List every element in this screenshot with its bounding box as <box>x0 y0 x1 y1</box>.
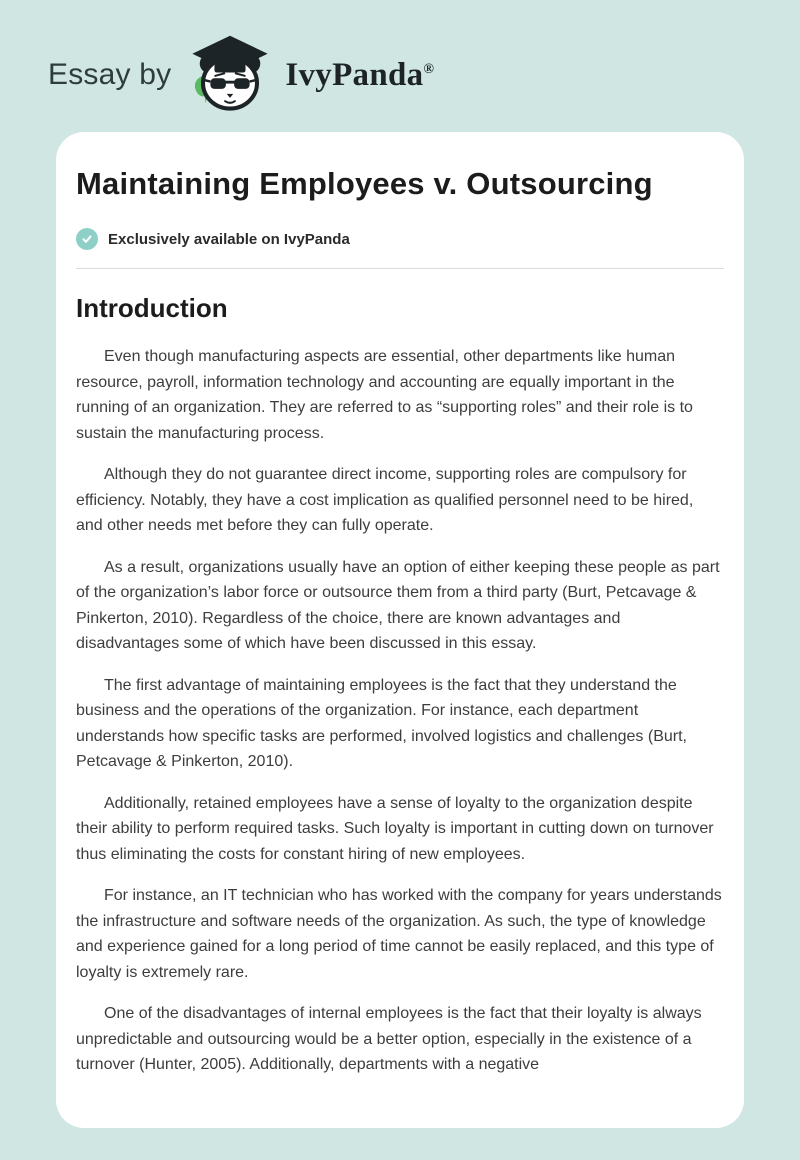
essay-paragraph: Although they do not guarantee direct income, supporting roles are compulsory for efficiency. Notably, they have a cost implication as qualified personnel need to be hired, and other needs met before they can fully operate. <box>76 466 694 534</box>
ivypanda-panda-graduate-logo <box>185 34 275 116</box>
check-glyph <box>80 232 94 246</box>
essay-paragraph: For instance, an IT technician who has worked with the company for years understands the infrastructure and software needs of the organization. As such, the type of knowledge and experience gained for a long period of time cannot be easily replaced, and this type of loyalty is extremely rare. <box>76 887 722 981</box>
exclusive-badge-label: Exclusively available on IvyPanda <box>108 230 350 248</box>
exclusive-badge <box>76 228 724 250</box>
divider <box>76 268 724 269</box>
essay-paragraph: As a result, organizations usually have an option of either keeping these people as part of the organization’s labor force or outsource them from a third party (Burt, Petcavage & Pinkerton, 2010). Regardless of the choice, there are known advantages and disadvantages some of which have been discussed in this essay. <box>76 558 720 652</box>
essay-body <box>76 344 724 1078</box>
check-icon <box>76 228 98 250</box>
essay-paragraph: One of the disadvantages of internal employees is the fact that their loyalty is always unpredictable and outsourcing would be a better option, especially in the existence of a turnover (Hunter, 2005). Additionally, departments with a negative <box>76 1005 702 1073</box>
essay-by-label: Essay by <box>48 58 172 91</box>
brand-name: IvyPanda <box>285 56 424 93</box>
essay-paragraph: Even though manufacturing aspects are essential, other departments like human resource, payroll, information technology and accounting are equally important in the running of an organization. They are referred to as “supporting roles” and their role is to sustain the manufacturing process. <box>76 348 693 442</box>
panda-logo-icon <box>185 34 275 116</box>
brand-wordmark <box>285 57 434 94</box>
essay-paragraph: The first advantage of maintaining employees is the fact that they understand the business and the operations of the organization. For instance, each department understands how specific tasks are performed, involved logistics and challenges (Burt, Petcavage & Pinkerton, 2010). <box>76 676 687 770</box>
essay-paragraph: Additionally, retained employees have a sense of loyalty to the organization despite their ability to perform required tasks. Such loyalty is important in cutting down on turnover thus eliminating the costs for constant hiring of new employees. <box>76 794 714 863</box>
essay-title: Maintaining Employees v. Outsourcing <box>76 166 653 201</box>
registered-trademark: ® <box>423 61 435 77</box>
section-heading: Introduction <box>76 293 228 323</box>
essay-card <box>56 132 744 1128</box>
site-header <box>0 0 800 118</box>
